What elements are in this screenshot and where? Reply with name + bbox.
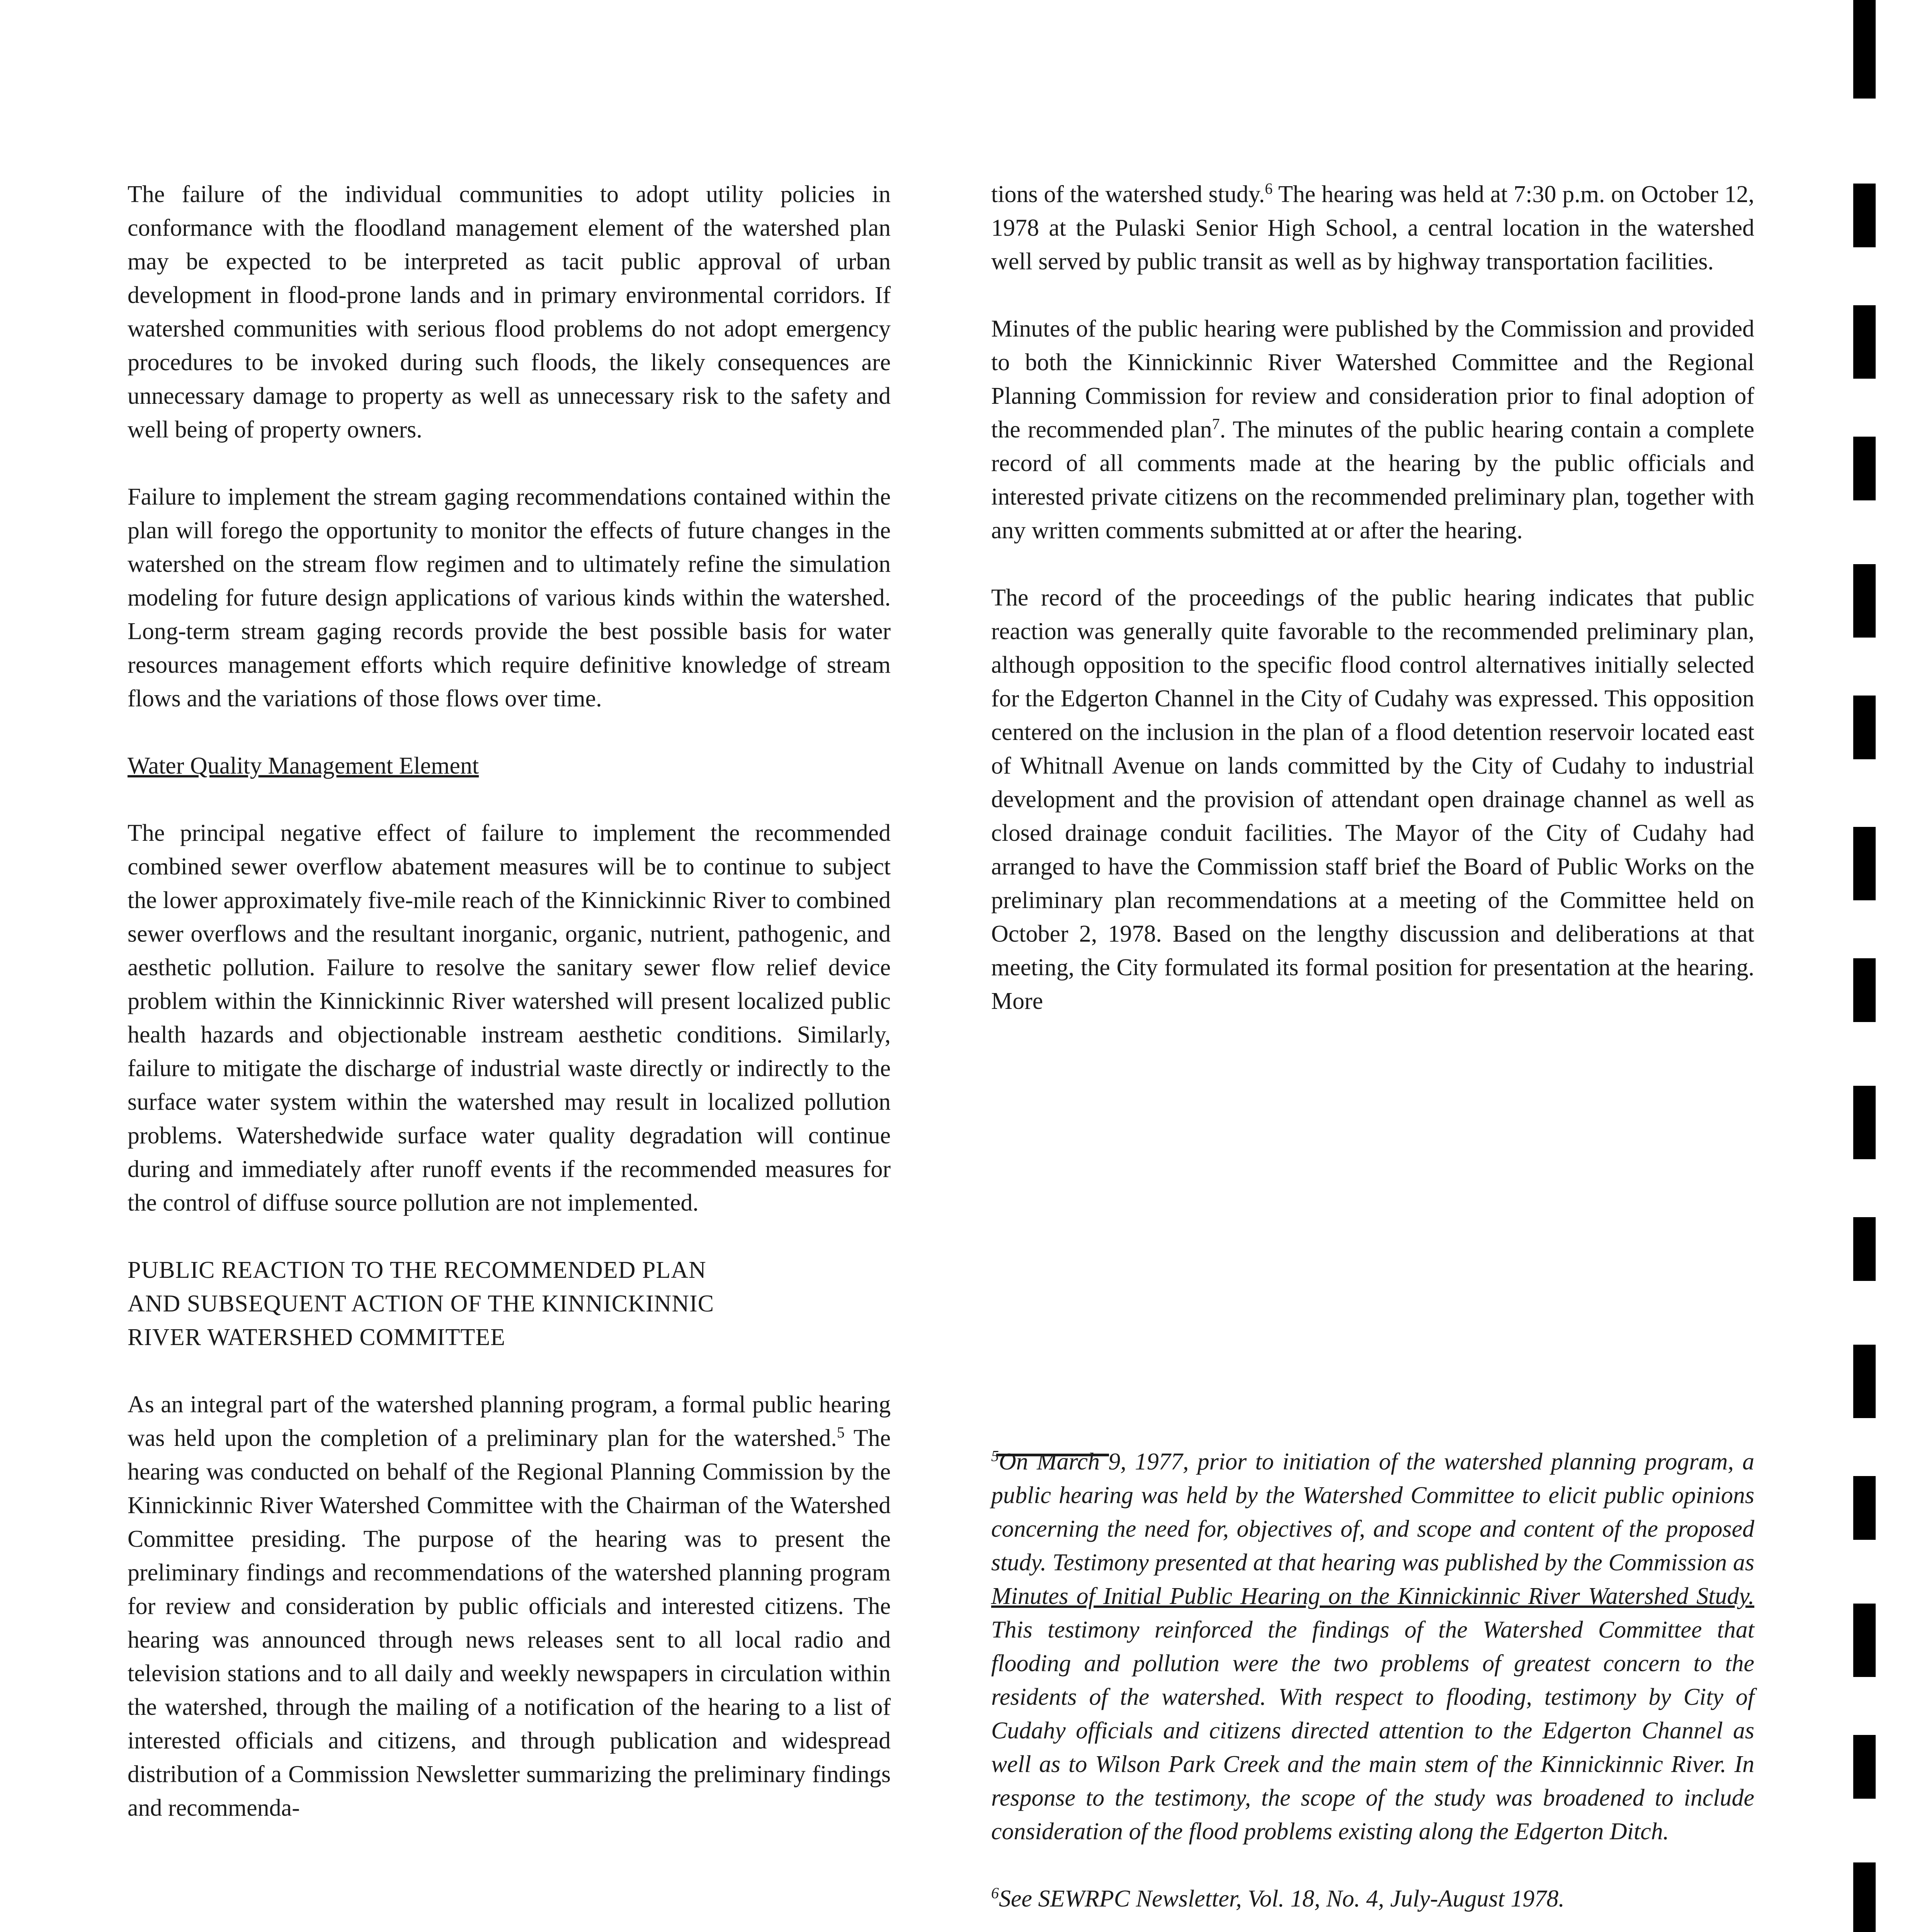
binding-mark: [1853, 827, 1876, 900]
text-run: As an integral part of the watershed planning program, a formal public hearing was held upon the completion of a preliminary plan for the watershed.: [128, 1391, 891, 1451]
footnote-6: [991, 1882, 1754, 1916]
text-run: See SEWRPC Newsletter, Vol. 18, No. 4, July-August 1978.: [999, 1886, 1565, 1912]
paragraph-hearing-details: [991, 178, 1754, 279]
heading-line: RIVER WATERSHED COMMITTEE: [128, 1324, 505, 1350]
binding-mark: [1853, 1476, 1876, 1540]
binding-mark: [1853, 1862, 1876, 1932]
heading-line: PUBLIC REACTION TO THE RECOMMENDED PLAN: [128, 1257, 706, 1283]
binding-mark: [1853, 1217, 1876, 1281]
heading-line: AND SUBSEQUENT ACTION OF THE KINNICKINNIC: [128, 1291, 714, 1317]
binding-mark: [1853, 184, 1876, 247]
footnote-reference-6: 6: [1265, 180, 1273, 197]
paragraph-minutes: [991, 312, 1754, 548]
binding-mark: [1853, 305, 1876, 379]
text-run: Minutes of the public hearing were published by the Commission and provided to both the Kinnickinnic River Watershed Committee and the Regional Planning Commission for review and consideration prior to final adoption of the recommended plan: [991, 316, 1754, 443]
text-run: The hearing was conducted on behalf of the Regional Planning Commission by the Kinnickinnic River Watershed Committee with the Chairman of the Watershed Committee presiding. The purpose of the hearing was to present the preliminary findings and recommendations of the watershed planning program for review and consideration by public officials and interested citizens. The hearing was announced through news releases sent to all local radio and television stations and to all daily and weekly newspapers in circulation within the watershed, through the mailing of a notification of the hearing to a list of interested officials and citizens, and through publication and widespread distribution of a Commission Newsletter summarizing the preliminary findings and recommenda-: [128, 1425, 891, 1821]
paragraph-stream-gaging: Failure to implement the stream gaging recommendations contained within the plan will forego the opportunity to monitor the effects of future changes in the watershed on the stream flow regimen and to ultimately refine the simulation modeling for future design applications of various kinds within the watershed. Long-term stream gaging records provide the best possible basis for water resources management efforts which require definitive knowledge of stream flows and the variations of those flows over time.: [128, 484, 891, 712]
paragraph-public-hearing: [128, 1388, 891, 1825]
text-run: On March 9, 1977, prior to initiation of the watershed planning program, a public hearing was held by the Watershed Committee to elicit public opinions concerning the need for, objectives of, and scope and content of the proposed study. Testimony presented at that hearing was published by the Commission as: [991, 1449, 1754, 1576]
binding-mark: [1853, 437, 1876, 500]
paragraph-proceedings: The record of the proceedings of the public hearing indicates that public reaction was generally quite favorable to the recommended preliminary plan, although opposition to the specific flood control alternatives initially selected for the Edgerton Channel in the City of Cudahy was expressed. This opposition centered on the inclusion in the plan of a flood detention reservoir located east of Whitnall Avenue on lands committed by the City of Cudahy to industrial development and the provision of attendant open drainage channel as well as closed drainage conduit facilities. The Mayor of the City of Cudahy had arranged to have the Commission staff brief the Board of Public Works on the preliminary plan recommendations at a meeting of the Committee held on October 2, 1978. Based on the lengthy discussion and deliberations at that meeting, the City formulated its formal position for presentation at the hearing. More: [991, 585, 1754, 1014]
binding-marks: [1853, 0, 1876, 1932]
left-column: [128, 178, 891, 1825]
section-heading-public-reaction: [128, 1253, 891, 1354]
binding-mark: [1853, 958, 1876, 1022]
text-run: The hearing was held at 7:30 p.m. on October 12, 1978 at the Pulaski Senior High School, a central location in the watershed well served by public transit as well as by highway transportation facilities.: [991, 181, 1754, 275]
text-run: This testimony reinforced the findings of the Watershed Committee that flooding and pollution were the two problems of greatest concern to the residents of the watershed. With respect to flooding, testimony by City of Cudahy officials and citizens directed attention to the Edgerton Channel as well as to Wilson Park Creek and the main stem of the Kinnickinnic River. In response to the testimony, the scope of the study was broadened to include consideration of the flood problems existing along the Edgerton Ditch.: [991, 1617, 1754, 1845]
right-column: [991, 178, 1754, 1018]
footnote-reference-7: 7: [1212, 415, 1220, 433]
paragraph-floodland-policies: The failure of the individual communities to adopt utility policies in conformance with the floodland management element of the watershed plan may be expected to be interpreted as tacit public approval of urban development in flood-prone lands and in primary environmental corridors. If watershed communities with serious flood problems do not adopt emergency procedures to be invoked during such floods, the likely consequences are unnecessary damage to property as well as unnecessary risk to the safety and well being of property owners.: [128, 181, 891, 443]
binding-mark: [1853, 696, 1876, 759]
binding-mark: [1853, 1086, 1876, 1159]
footnote-number: 6: [991, 1884, 999, 1902]
binding-mark: [1853, 0, 1876, 99]
binding-mark: [1853, 1604, 1876, 1677]
text-run: . The minutes of the public hearing contain a complete record of all comments made at the hearing by the public officials and interested private citizens on the recommended preliminary plan, together with any written comments submitted at or after the hearing.: [991, 417, 1754, 544]
binding-mark: [1853, 564, 1876, 638]
binding-mark: [1853, 1735, 1876, 1799]
text-run: tions of the watershed study.: [991, 181, 1265, 207]
subheading-water-quality: Water Quality Management Element: [128, 753, 479, 779]
footnote-reference-5: 5: [837, 1423, 845, 1441]
binding-mark: [1853, 1345, 1876, 1418]
footnote-citation-title: Minutes of Initial Public Hearing on the Kinnickinnic River Watershed Study.: [991, 1583, 1754, 1609]
footnotes: [991, 1445, 1754, 1932]
footnote-number: 5: [991, 1447, 999, 1465]
footnote-5: [991, 1445, 1754, 1849]
paragraph-water-quality: The principal negative effect of failure to implement the recommended combined sewer overflow abatement measures will be to continue to subject the lower approximately five-mile reach of the Kinnickinnic River to combined sewer overflows and the resultant inorganic, organic, nutrient, pathogenic, and aesthetic pollution. Failure to resolve the sanitary sewer flow relief device problem within the Kinnickinnic River watershed will present localized public health hazards and objectionable instream aesthetic conditions. Similarly, failure to mitigate the discharge of industrial waste directly or indirectly to the surface water system within the watershed may result in localized pollution problems. Watershedwide surface water quality degradation will continue during and immediately after runoff events if the recommended measures for the control of diffuse source pollution are not implemented.: [128, 820, 891, 1216]
